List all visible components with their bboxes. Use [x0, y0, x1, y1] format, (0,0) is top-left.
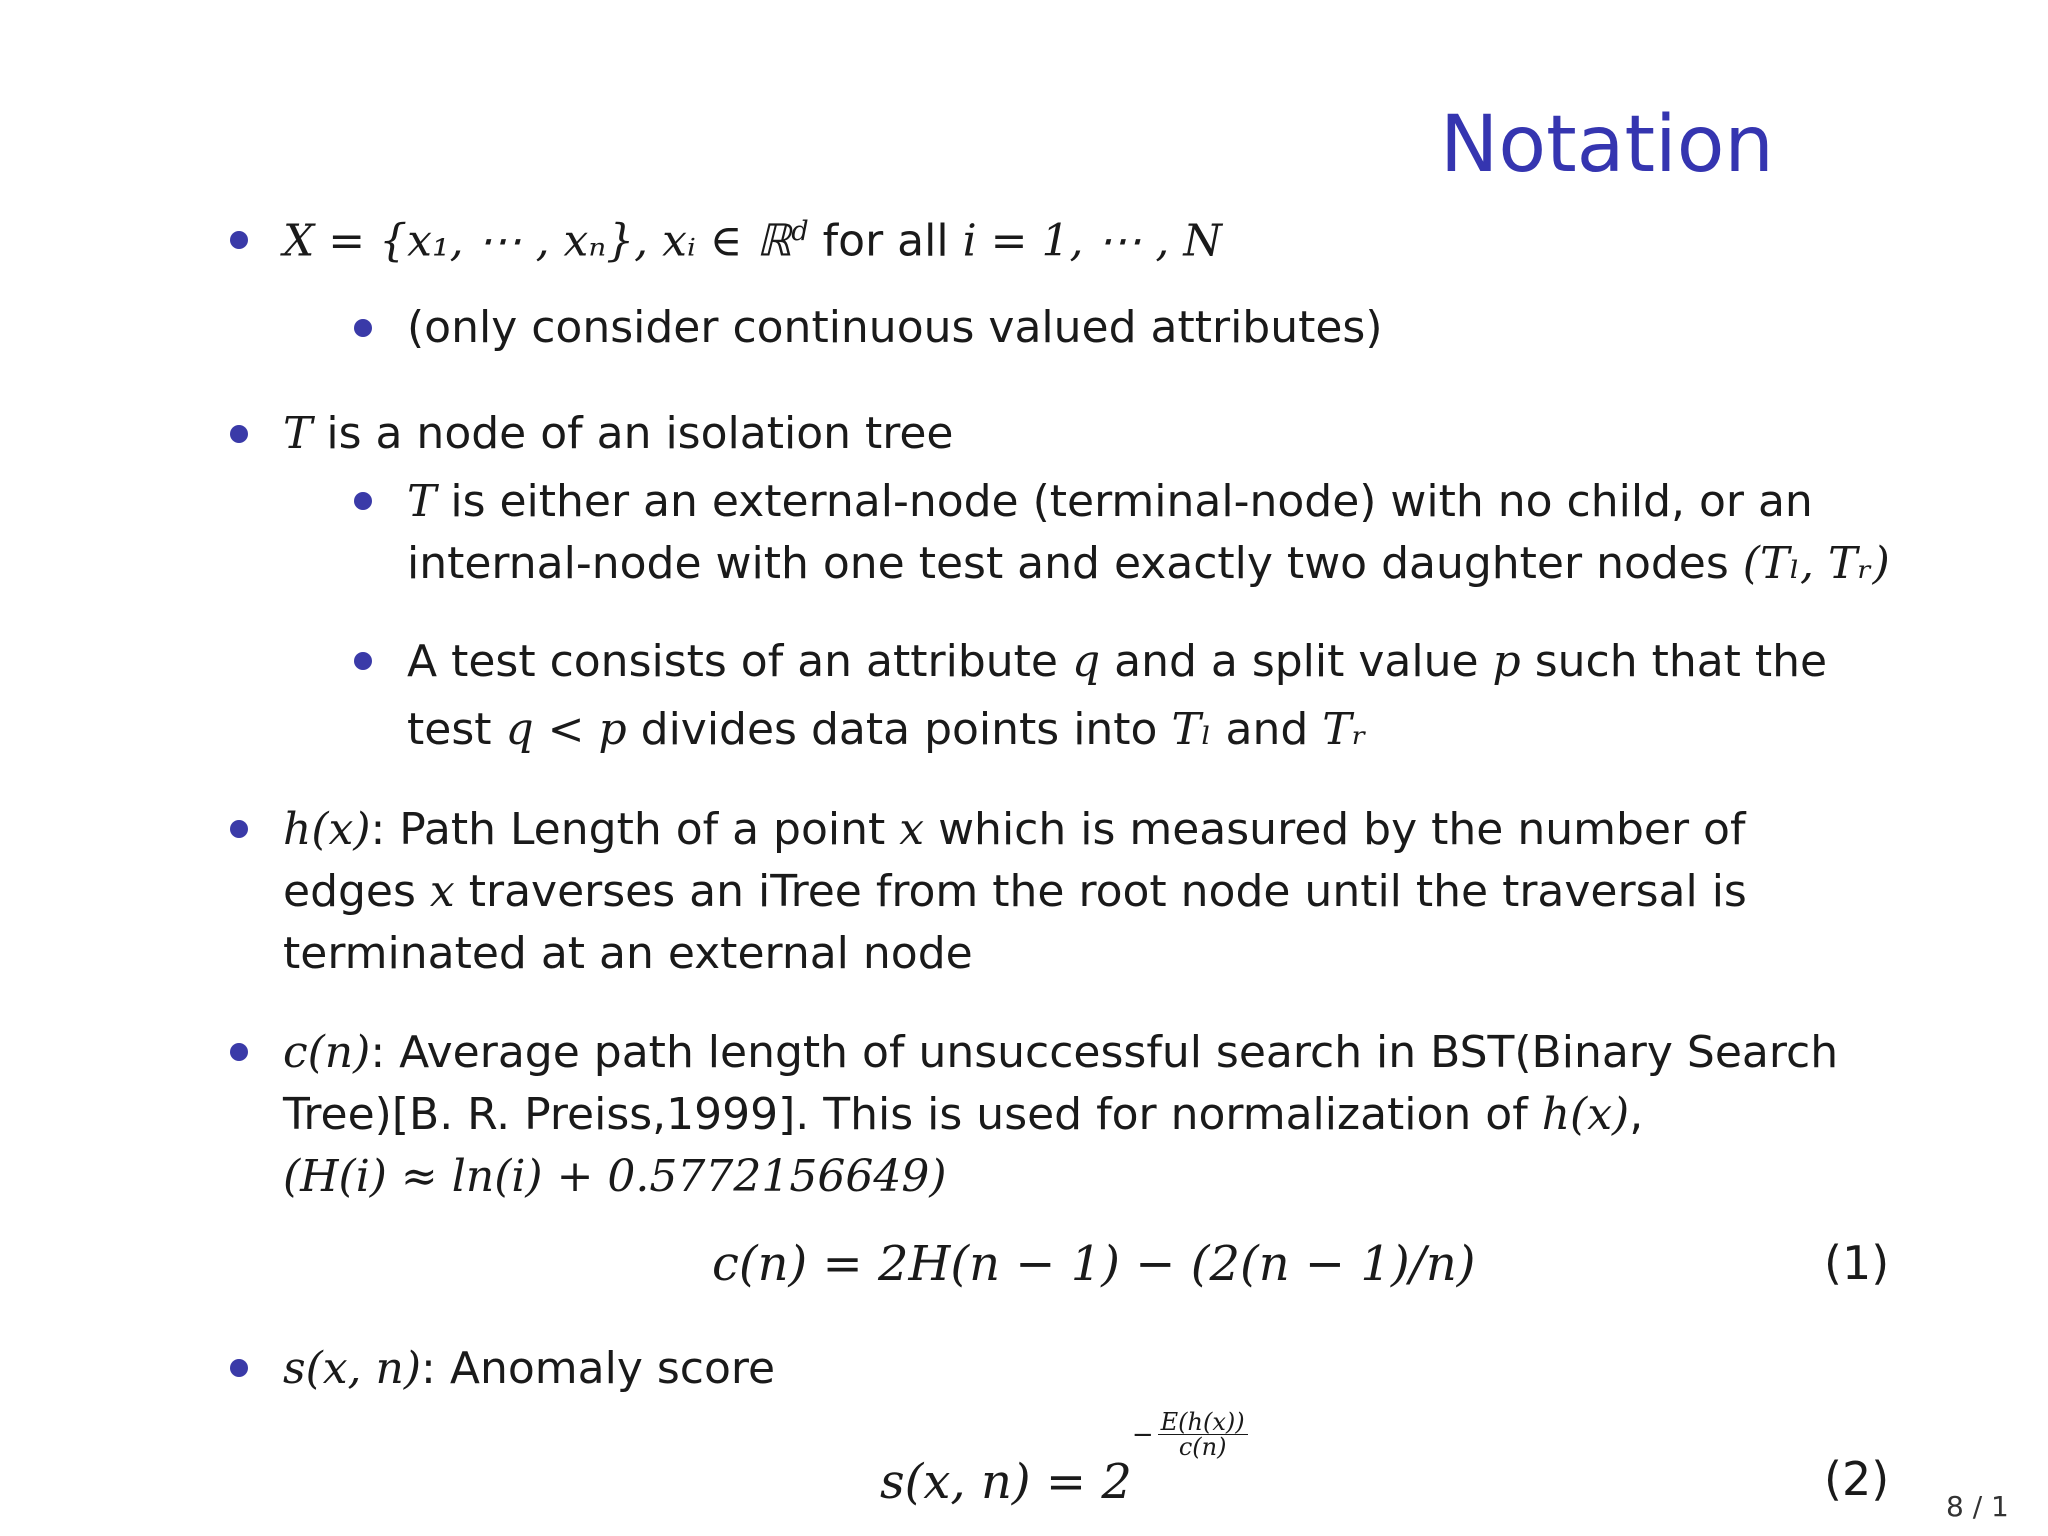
text-traverses: traverses an iTree from the root node until the traversal is [454, 866, 1747, 917]
text-external-node: is either an external-node (terminal-node) with no child, or an [436, 476, 1813, 527]
bullet-isolation-tree-node [283, 408, 954, 459]
math-daughter-nodes: (Tₗ, Tᵣ) [1742, 538, 1890, 589]
exponent-numerator: E(h(x)) [1158, 1410, 1248, 1435]
math-Tl: Tₗ [1171, 704, 1212, 755]
text-for-all: for all [808, 215, 963, 267]
text-comma: , [1629, 1089, 1644, 1140]
text-and: and [1211, 704, 1323, 755]
math-sxn: s(x, n) [283, 1343, 422, 1394]
equation-2-lhs: s(x, n) = 2 [880, 1454, 1132, 1510]
sub-bullet-dot [354, 492, 372, 510]
bullet-dataset-definition [283, 215, 1222, 267]
text-path-length: : Path Length of a point [370, 804, 900, 855]
sub-bullet-dot [354, 652, 372, 670]
math-harmonic-approximation: (H(i) ≈ ln(i) + 0.5772156649) [283, 1151, 947, 1202]
equation-1-number: (1) [1824, 1236, 1890, 1290]
bullet-average-path-line2 [283, 1089, 1644, 1140]
sub-bullet-dot [354, 319, 372, 337]
math-hx: h(x) [283, 804, 371, 855]
text-node-description: is a node of an isolation tree [312, 408, 954, 459]
math-index-range: i = 1, ⋯ , N [962, 215, 1222, 267]
text-anomaly-score: : Anomaly score [421, 1343, 776, 1394]
sub-bullet-continuous-attributes: (only consider continuous valued attributes) [407, 302, 1383, 353]
text-test-consists: A test consists of an attribute [407, 636, 1072, 687]
math-dataset: X = {x₁, ⋯ , xₙ}, xᵢ ∈ ℝ [283, 215, 792, 267]
bullet-dot [230, 820, 248, 838]
math-condition: q < p [505, 704, 627, 755]
text-normalization: Tree)[B. R. Preiss,1999]. This is used for normalization of [283, 1089, 1542, 1140]
math-q: q [1071, 636, 1101, 687]
sub-bullet-test-line1 [407, 636, 1828, 687]
text-such-that: such that the [1520, 636, 1828, 687]
text-split-value: and a split value [1100, 636, 1493, 687]
sub-bullet-test-line2 [407, 704, 1367, 755]
math-hx: h(x) [1541, 1089, 1630, 1140]
bullet-path-length-line2 [283, 866, 1747, 917]
bullet-path-length-line3: terminated at an external node [283, 928, 973, 979]
math-cn: c(n) [283, 1027, 371, 1078]
math-T: T [283, 408, 313, 459]
equation-2-exponent [1132, 1410, 1248, 1459]
math-T: T [407, 476, 437, 527]
exponent-minus: − [1131, 1419, 1154, 1450]
text-measured-by: which is measured by the number of [924, 804, 1746, 855]
slide-title: Notation [1440, 100, 1774, 190]
sub-bullet-node-types-line2 [407, 538, 1890, 589]
math-dimension: d [791, 216, 809, 247]
text-average-path: : Average path length of unsuccessful search in BST(Binary Search [370, 1027, 1839, 1078]
text-internal-node: internal-node with one test and exactly two daughter nodes [407, 538, 1743, 589]
text-divides: divides data points into [626, 704, 1172, 755]
equation-2 [880, 1408, 1248, 1510]
equation-1 [712, 1236, 1476, 1292]
math-p: p [1492, 636, 1521, 687]
bullet-dot [230, 1043, 248, 1061]
bullet-dot [230, 425, 248, 443]
sub-bullet-node-types-line1 [407, 476, 1813, 527]
bullet-dot [230, 1359, 248, 1377]
equation-1-expression: c(n) = 2H(n − 1) − (2(n − 1)/n) [712, 1236, 1476, 1292]
text-edges: edges [283, 866, 430, 917]
page-number: 8 / 1 [1946, 1490, 2009, 1523]
math-x: x [899, 804, 925, 855]
bullet-anomaly-score [283, 1343, 776, 1394]
text-test: test [407, 704, 506, 755]
equation-2-number: (2) [1824, 1452, 1890, 1506]
math-Tr: Tᵣ [1322, 704, 1367, 755]
bullet-path-length-line1 [283, 804, 1746, 855]
exponent-denominator: c(n) [1178, 1433, 1227, 1461]
bullet-dot [230, 231, 248, 249]
math-x: x [429, 866, 455, 917]
bullet-average-path-line1 [283, 1027, 1839, 1078]
